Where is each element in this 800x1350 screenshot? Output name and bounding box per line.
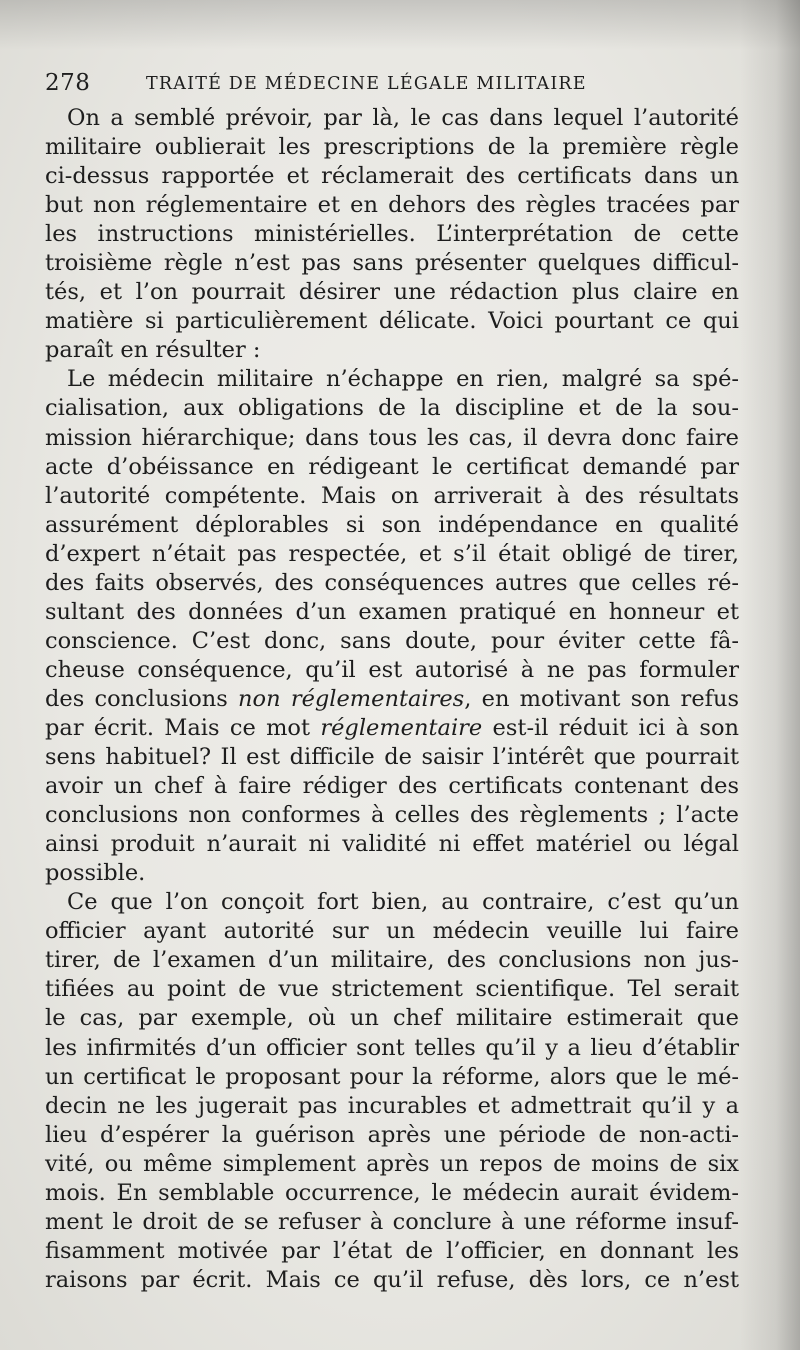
text-segment: raisons par écrit. Mais ce qu’il refuse, dès lors, ce n’est: [45, 1266, 739, 1293]
text-segment: mission hiérarchique; dans tous les cas, il devra donc faire: [45, 424, 739, 451]
text-segment: troisième règle n’est pas sans présenter quelques difficul-: [45, 250, 739, 277]
text-segment: sultant des données d’un examen pratiqué en honneur et: [45, 598, 739, 625]
text-line: [45, 772, 739, 801]
text-segment: vité, ou même simplement après un repos de moins de six: [45, 1150, 739, 1177]
text-segment: militaire oublierait les prescriptions de la première règle: [45, 134, 739, 161]
text-segment: mois. En semblable occurrence, le médecin aurait évidem-: [45, 1179, 739, 1206]
text-line: [45, 569, 739, 598]
text-segment: d’expert n’était pas respectée, et s’il était obligé de tirer,: [45, 540, 739, 567]
text-line: [45, 424, 739, 453]
text-line: [45, 365, 739, 394]
italic-phrase: réglementaire: [320, 714, 483, 741]
text-segment: conscience. C’est donc, sans doute, pour éviter cette fâ-: [45, 627, 739, 654]
text-segment: possible.: [45, 860, 146, 887]
text-line: [45, 453, 739, 482]
text-line: [45, 917, 739, 946]
text-line: [45, 1208, 739, 1237]
text-line: [45, 946, 739, 975]
text-line: [45, 975, 739, 1004]
text-line: [45, 482, 739, 511]
page-header: [45, 70, 745, 102]
text-line: [45, 133, 739, 162]
text-line: [45, 1063, 739, 1092]
text-line: [45, 1179, 739, 1208]
page-shadow-right: [740, 0, 800, 1350]
text-segment: fisamment motivée par l’état de l’officier, en donnant les: [45, 1237, 739, 1264]
text-segment: acte d’obéissance en rédigeant le certificat demandé par: [45, 453, 739, 480]
text-segment: lieu d’espérer la guérison après une période de non-acti-: [45, 1121, 739, 1148]
running-head: TRAITÉ DE MÉDECINE LÉGALE MILITAIRE: [146, 74, 587, 94]
text-line: [45, 1266, 739, 1295]
text-segment: Le médecin militaire n’échappe en rien, malgré sa spé-: [67, 366, 739, 393]
text-line: [45, 307, 739, 336]
text-segment: des faits observés, des conséquences autres que celles ré-: [45, 569, 739, 596]
text-line: [45, 1034, 739, 1063]
text-segment: , en motivant son refus: [464, 685, 739, 712]
text-line: [45, 220, 739, 249]
text-line: [45, 104, 739, 133]
text-line: [45, 830, 739, 859]
text-line: [45, 714, 739, 743]
text-segment: cheuse conséquence, qu’il est autorisé à ne pas formuler: [45, 656, 739, 683]
text-line: [45, 191, 739, 220]
text-line: [45, 1237, 739, 1266]
body-text: [45, 104, 739, 1295]
text-segment: Ce que l’on conçoit fort bien, au contraire, c’est qu’un: [67, 889, 739, 916]
page-shadow-top: [0, 0, 800, 50]
text-line: [45, 336, 739, 365]
text-segment: des conclusions: [45, 685, 239, 712]
italic-phrase: non réglementaires: [238, 685, 465, 712]
text-segment: conclusions non conformes à celles des règlements ; l’acte: [45, 802, 739, 829]
text-line: [45, 394, 739, 423]
text-line: [45, 598, 739, 627]
text-segment: tifiées au point de vue strictement scientifique. Tel serait: [45, 976, 739, 1003]
text-line: [45, 888, 739, 917]
text-line: [45, 859, 739, 888]
text-line: [45, 801, 739, 830]
text-segment: l’autorité compétente. Mais on arriverait à des résultats: [45, 482, 739, 509]
text-line: [45, 656, 739, 685]
text-line: [45, 627, 739, 656]
text-segment: On a semblé prévoir, par là, le cas dans lequel l’autorité: [67, 105, 739, 131]
text-line: [45, 162, 739, 191]
text-line: [45, 685, 739, 714]
text-segment: officier ayant autorité sur un médecin veuille lui faire: [45, 918, 739, 945]
text-segment: les instructions ministérielles. L’interprétation de cette: [45, 221, 739, 248]
text-segment: cialisation, aux obligations de la discipline et de la sou-: [45, 395, 739, 422]
text-segment: le cas, par exemple, où un chef militaire estimerait que: [45, 1005, 739, 1032]
text-segment: but non réglementaire et en dehors des règles tracées par: [45, 192, 739, 219]
text-line: [45, 1004, 739, 1033]
text-line: [45, 278, 739, 307]
text-segment: est-il réduit ici à son: [482, 714, 739, 741]
text-segment: ment le droit de se refuser à conclure à une réforme insuf-: [45, 1208, 739, 1235]
text-segment: paraît en résulter :: [45, 337, 261, 364]
text-segment: decin ne les jugerait pas incurables et admettrait qu’il y a: [45, 1092, 739, 1119]
text-line: [45, 540, 739, 569]
text-line: [45, 743, 739, 772]
text-segment: sens habituel? Il est difficile de saisir l’intérêt que pourrait: [45, 744, 739, 771]
text-segment: les infirmités d’un officier sont telles qu’il y a lieu d’établir: [45, 1034, 739, 1061]
text-segment: tés, et l’on pourrait désirer une rédaction plus claire en: [45, 279, 739, 306]
text-line: [45, 1092, 739, 1121]
text-segment: par écrit. Mais ce mot: [45, 714, 321, 741]
text-segment: assurément déplorables si son indépendance en qualité: [45, 511, 739, 538]
text-segment: un certificat le proposant pour la réforme, alors que le mé-: [45, 1063, 739, 1090]
text-segment: tirer, de l’examen d’un militaire, des conclusions non jus-: [45, 947, 739, 974]
text-segment: ci-dessus rapportée et réclamerait des certificats dans un: [45, 163, 739, 190]
text-line: [45, 1121, 739, 1150]
page-number: 278: [45, 70, 91, 96]
text-segment: avoir un chef à faire rédiger des certificats contenant des: [45, 773, 739, 800]
text-segment: matière si particulièrement délicate. Voici pourtant ce qui: [45, 308, 739, 335]
text-line: [45, 249, 739, 278]
text-line: [45, 1150, 739, 1179]
text-segment: ainsi produit n’aurait ni validité ni effet matériel ou légal: [45, 831, 739, 858]
text-line: [45, 511, 739, 540]
